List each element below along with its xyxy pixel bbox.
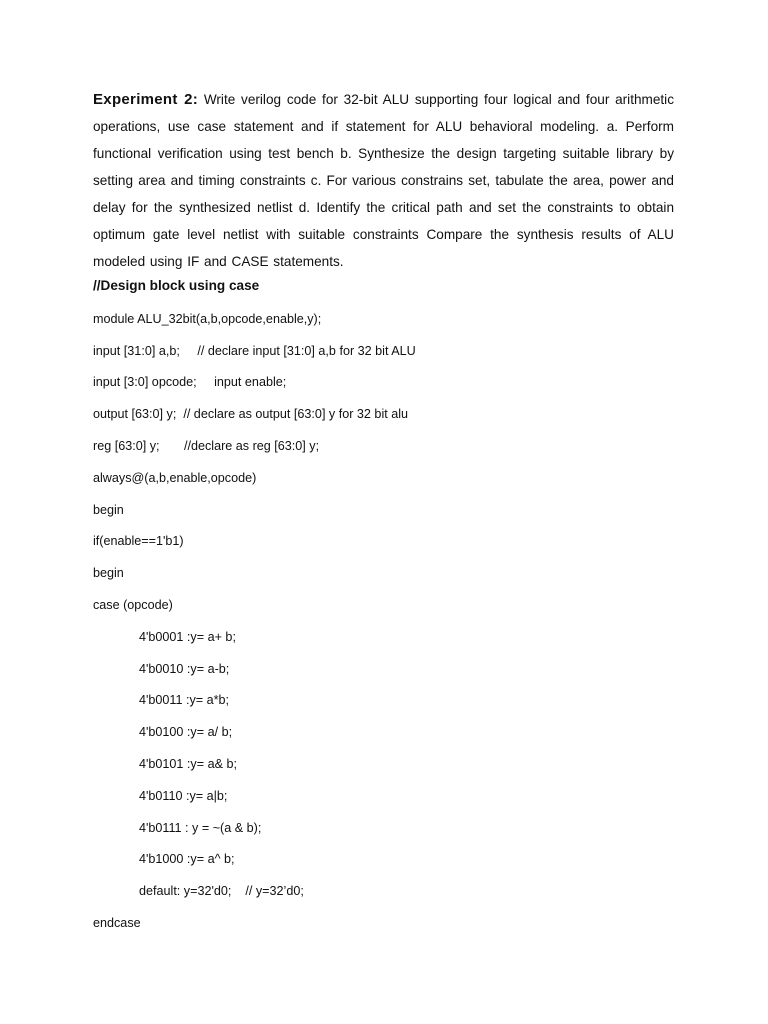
code-line: module ALU_32bit(a,b,opcode,enable,y); — [93, 312, 322, 326]
experiment-description — [93, 86, 674, 275]
code-line: if(enable==1'b1) — [93, 534, 184, 548]
code-line: input [3:0] opcode; input enable; — [93, 375, 287, 389]
experiment-label: Experiment 2: — [93, 91, 199, 108]
code-line: 4'b0100 :y= a/ b; — [139, 725, 233, 739]
code-line: case (opcode) — [93, 598, 173, 612]
section-heading: //Design block using case — [93, 278, 260, 293]
code-line: input [31:0] a,b; // declare input [31:0] a,b for 32 bit ALU — [93, 344, 416, 358]
code-line: 4'b0110 :y= a|b; — [139, 789, 228, 803]
code-line: default: y=32'd0; // y=32’d0; — [139, 884, 304, 898]
code-line: 4'b0010 :y= a-b; — [139, 662, 230, 676]
code-line: always@(a,b,enable,opcode) — [93, 471, 257, 485]
code-line: 4'b0011 :y= a*b; — [139, 693, 230, 707]
code-line: begin — [93, 566, 124, 580]
code-line: output [63:0] y; // declare as output [63:0] y for 32 bit alu — [93, 407, 409, 421]
code-line: 4'b1000 :y= a^ b; — [139, 852, 235, 866]
code-line: begin — [93, 503, 124, 517]
code-line: endcase — [93, 916, 141, 930]
code-line: 4'b0101 :y= a& b; — [139, 757, 237, 771]
code-line: reg [63:0] y; //declare as reg [63:0] y; — [93, 439, 320, 453]
code-line: 4'b0001 :y= a+ b; — [139, 630, 236, 644]
code-line: 4'b0111 : y = ~(a & b); — [139, 821, 262, 835]
experiment-text: Write verilog code for 32-bit ALU supporting four logical and four arithmetic operations, use case statement and if statement for ALU behavioral modeling. a. Perform functional verification using test bench b. Synthesize the design targeting suitable library by setting area and timing constraints c. For various constrains set, tabulate the area, power and delay for the synthesized netlist d. Identify the critical path and set the constraints to obtain optimum gate level netlist with suitable constraints Compare the synthesis results of ALU modeled using IF and CASE statements. — [93, 92, 675, 269]
